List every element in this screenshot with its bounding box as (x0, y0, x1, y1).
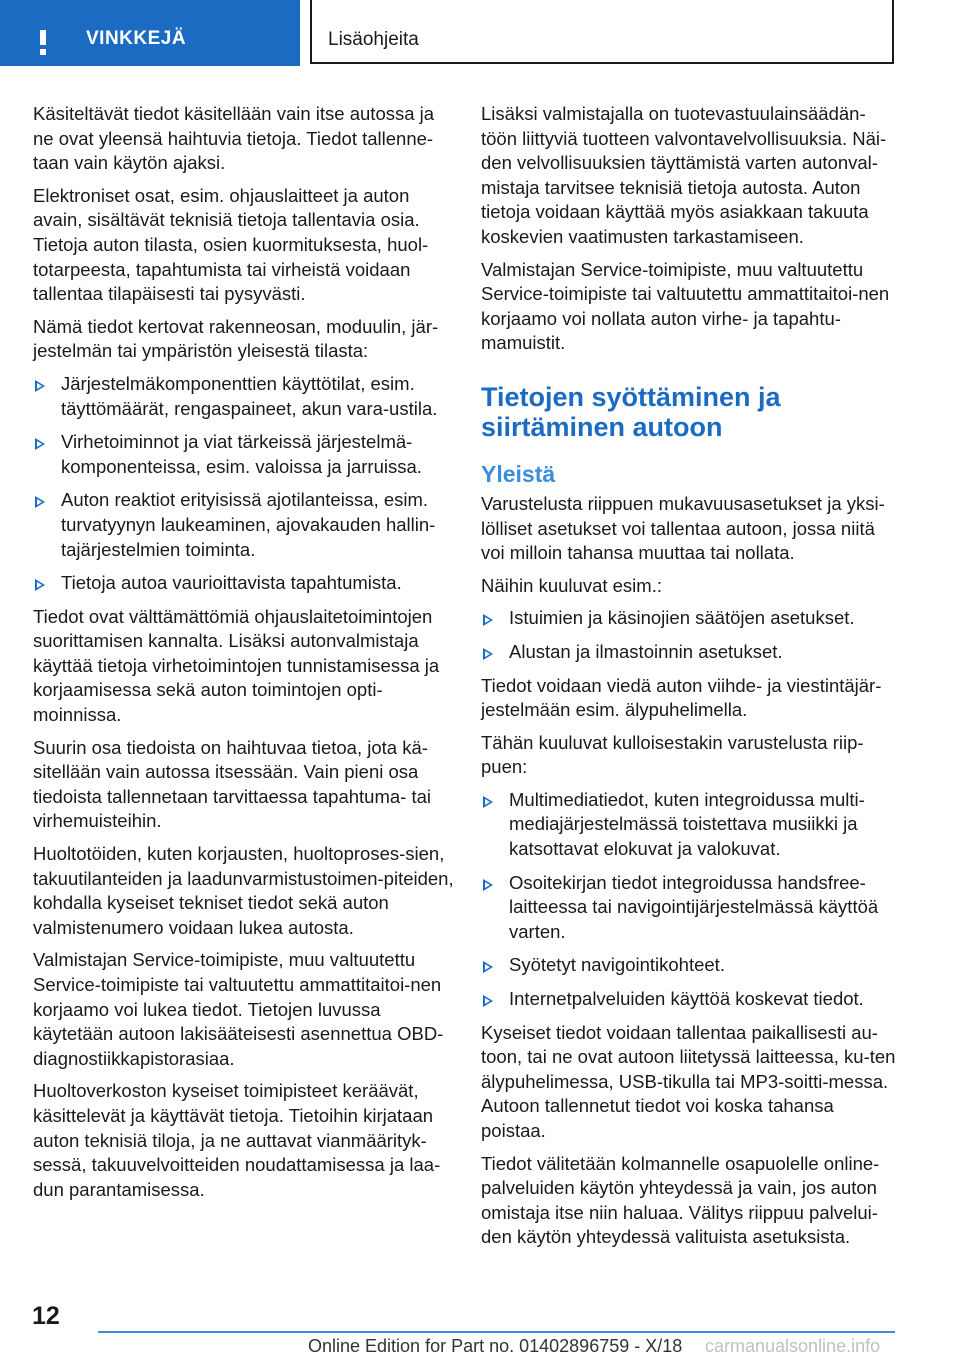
triangle-bullet-icon (483, 995, 493, 1007)
paragraph: Suurin osa tiedoista on haihtuvaa tietoa, jota kä-sitellään vain autossa itsessään. Vain pieni osa tiedoista tallennetaan tarvittaessa tapahtuma- tai virhemuisteihin. (33, 736, 431, 832)
list-item: Multimediatiedot, kuten integroidussa multi-mediajärjestelmässä toistettava musiikki ja katsottavat elokuvat ja valokuvat. (481, 788, 901, 862)
list-item: Syötetyt navigointikohteet. (481, 953, 901, 978)
section-heading: Tietojen syöttäminen ja siirtäminen autoon (481, 381, 781, 442)
paragraph: Varustelusta riippuen mukavuusasetukset ja yksi-lölliset asetukset voi tallentaa autoon, jossa niitä voi milloin tahansa muuttaa tai nollata. (481, 492, 885, 564)
paragraph: Huoltoverkoston kyseiset toimipisteet keräävät, käsittelevät ja käyttävät tietoja. Tietoihin kirjataan auton teknisiä tiloja, ja ne auttavat vianmäärityk-sessä, takuuvelvoitteiden noudattamisessa ja laa-dun parantamisessa. (33, 1080, 441, 1200)
subsection-heading: Yleistä (481, 460, 556, 487)
triangle-bullet-icon (35, 579, 45, 591)
list-item: Tietoja autoa vaurioittavista tapahtumista. (33, 571, 457, 596)
paragraph: Käsiteltävät tiedot käsitellään vain itse autossa ja ne ovat yleensä haihtuvia tietoja. Tiedot tallenne-taan vain käytön ajaksi. (33, 103, 435, 174)
left-column (33, 102, 457, 1210)
bullet-list (481, 606, 901, 664)
paragraph: Tiedot voidaan viedä auton viihde- ja viestintäjär-jestelmään esim. älypuhelimella. (481, 674, 882, 721)
paragraph: Nämä tiedot kertovat rakenneosan, moduulin, jär-jestelmän tai ympäristön yleisestä tilasta: (33, 315, 439, 362)
paragraph: Näihin kuuluvat esim.: (481, 574, 662, 596)
list-item: Virhetoiminnot ja viat tärkeissä järjestelmä-komponenteissa, esim. valoissa ja jarruissa. (33, 430, 457, 479)
list-item: Internetpalveluiden käyttöä koskevat tiedot. (481, 987, 901, 1012)
paragraph: Huoltotöiden, kuten korjausten, huoltoproses-sien, takuutilanteiden ja laadunvarmistustoimen-piteiden, kohdalla kyseiset tekniset tiedot sekä auton valmistenumero voidaan lukea autosta. (33, 843, 454, 938)
list-item: Alustan ja ilmastoinnin asetukset. (481, 640, 901, 665)
list-item: Järjestelmäkomponenttien käyttötilat, esim. täyttömäärät, rengaspaineet, akun vara-ustila. (33, 372, 457, 421)
page-number: 12 (32, 1302, 60, 1330)
right-column (481, 102, 901, 1258)
triangle-bullet-icon (483, 961, 493, 973)
list-item: Auton reaktiot erityisissä ajotilanteissa, esim. turvatyynyn laukeaminen, ajovakauden hallin-tajärjestelmien toiminta. (33, 488, 457, 562)
triangle-bullet-icon (35, 380, 45, 392)
triangle-bullet-icon (35, 496, 45, 508)
footer-divider (98, 1331, 895, 1333)
triangle-bullet-icon (35, 438, 45, 450)
paragraph: Tähän kuuluvat kulloisestakin varustelusta riip-puen: (481, 731, 864, 778)
paragraph: Valmistajan Service-toimipiste, muu valtuutettu Service-toimipiste tai valtuutettu ammattitaitoi-nen korjaamo voi nollata auton virhe- ja tapahtu-mamuistit. (481, 258, 890, 354)
bullet-list (33, 372, 457, 596)
triangle-bullet-icon (483, 614, 493, 626)
triangle-bullet-icon (483, 879, 493, 891)
bullet-list (481, 788, 901, 1012)
list-item: Istuimien ja käsinojien säätöjen asetukset. (481, 606, 901, 631)
paragraph: Valmistajan Service-toimipiste, muu valtuutettu Service-toimipiste tai valtuutettu ammattitaitoi-nen korjaamo voi lukea tiedot. Tietojen luvussa käytetään autoon lakisääteisesti asennettua OBD-diagnostiikkapistorasiaa. (33, 949, 444, 1069)
section-tab (0, 0, 300, 66)
paragraph: Tiedot ovat välttämättömiä ohjauslaitetoimintojen suorittamisen kannalta. Lisäksi autonvalmistaja käyttää tietoja virhetoimintojen tunnistamisessa ja korjaamisessa sekä auton toimintojen opti-moinnissa. (33, 605, 440, 726)
list-item: Osoitekirjan tiedot integroidussa handsfree-laitteessa tai navigointijärjestelmässä käyttöä varten. (481, 871, 901, 945)
paragraph: Kyseiset tiedot voidaan tallentaa paikallisesti au-toon, tai ne ovat autoon liitetyssä laitteessa, ku-ten älypuhelimessa, USB-tikulla tai MP3-soitti-messa. Autoon tallennetut tiedot voi koska tahansa poistaa. (481, 1021, 896, 1141)
section-title-box (310, 0, 894, 64)
triangle-bullet-icon (483, 648, 493, 660)
footer-edition: Online Edition for Part no. 01402896759 - X/18 (308, 1336, 683, 1356)
section-tab-label: VINKKEJÄ (86, 28, 187, 49)
paragraph: Lisäksi valmistajalla on tuotevastuulainsäädän-töön liittyviä tuotteen valvontavelvollisuuksia. Näi-den velvollisuuksien täyttämistä varten autonval-mistaja tarvitsee teknisiä tietoja autosta. Auton tietoja voidaan käyttää myös asiakkaan takuuta koskevien vaatimusten tarkastamiseen. (481, 103, 887, 247)
exclamation-icon (38, 24, 48, 60)
paragraph: Elektroniset osat, esim. ohjauslaitteet ja auton avain, sisältävät teknisiä tietoja tallentavia osia. Tietoja auton tilasta, osien kuormituksesta, huol-totarpeesta, tapahtumista tai virheistä voidaan tallentaa tilapäisesti tai pysyvästi. (33, 184, 429, 305)
triangle-bullet-icon (483, 796, 493, 808)
paragraph: Tiedot välitetään kolmannelle osapuolelle online-palveluiden käytön yhteydessä ja vain, jos auton omistaja itse niin haluaa. Välitys riippuu palvelui-den käytön yhteydessä valituista asetuksista. (481, 1152, 880, 1248)
section-title: Lisäohjeita (328, 29, 419, 50)
watermark: carmanualsonline.info (705, 1336, 881, 1356)
